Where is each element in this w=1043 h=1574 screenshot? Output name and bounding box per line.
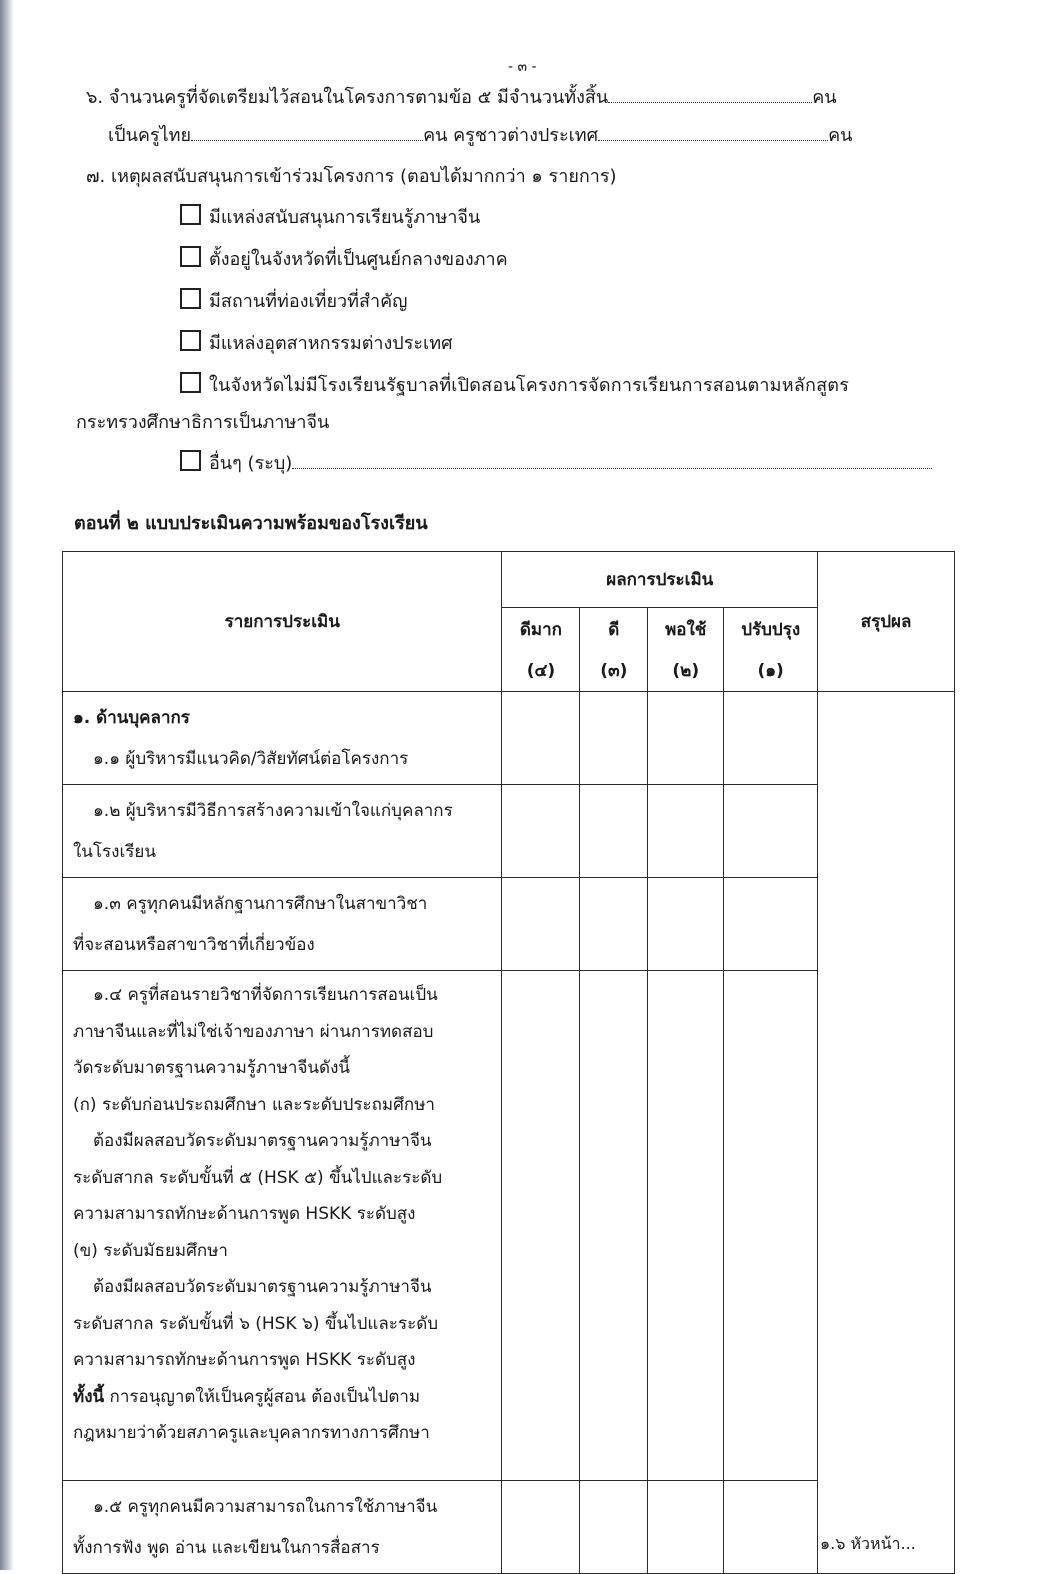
score-cell[interactable] [580,1481,648,1574]
q6-unit-1: คน [812,87,837,108]
score-cell[interactable] [648,1481,724,1574]
evaluation-table [62,551,955,1574]
score-cell[interactable] [580,785,648,878]
page-binding-shadow [0,0,14,1570]
score-cell[interactable] [502,1481,580,1574]
continuation-note: ๑.๖ หัวหน้า... [820,1534,916,1553]
q7-option-3 [180,288,408,315]
checkbox[interactable] [180,372,201,393]
header-evaluation-item: รายการประเมิน [63,552,502,692]
q7-option-label: ตั้งอยู่ในจังหวัดที่เป็นศูนย์กลางของภาค [209,249,508,270]
q6-line-1 [86,84,837,111]
q7-option-label: มีแหล่งอุตสาหกรรมต่างประเทศ [209,333,453,354]
q6-thai-teacher-label: เป็นครูไทย [108,125,192,146]
q6-foreign-teacher-label: คน ครูชาวต่างประเทศ [423,125,599,146]
item-1-1: ๑. ด้านบุคลากร ๑.๑ ผู้บริหารมีแนวคิด/วิสัยทัศน์ต่อโครงการ [63,692,502,785]
q6-text: ๖. จำนวนครูที่จัดเตรียมไว้สอนในโครงการตามข้อ ๕ มีจำนวนทั้งสิ้น [86,87,609,108]
section-2-title: ตอนที่ ๒ แบบประเมินความพร้อมของโรงเรียน [74,513,428,534]
score-cell[interactable] [648,692,724,785]
item-1-2: ๑.๒ ผู้บริหารมีวิธีการสร้างความเข้าใจแก่บุคลากร ในโรงเรียน [63,785,502,878]
q6-foreign-teacher-blank[interactable] [598,122,828,141]
score-cell[interactable] [724,785,818,878]
q7-option-5 [180,372,849,399]
score-cell[interactable] [580,878,648,971]
score-cell[interactable] [502,971,580,1481]
q6-unit-3: คน [828,125,853,146]
score-cell[interactable] [580,971,648,1481]
score-cell[interactable] [724,1481,818,1574]
checkbox[interactable] [180,450,201,471]
checkbox[interactable] [180,288,201,309]
score-cell[interactable] [648,785,724,878]
q6-thai-teacher-blank[interactable] [191,122,423,141]
q7-option-other [180,450,932,477]
q7-other-label: อื่นๆ (ระบุ) [209,453,293,474]
item-1-3: ๑.๓ ครูทุกคนมีหลักฐานการศึกษาในสาขาวิชา ที่จะสอนหรือสาขาวิชาที่เกี่ยวข้อง [63,878,502,971]
score-cell[interactable] [648,878,724,971]
score-cell[interactable] [502,692,580,785]
score-cell[interactable] [580,692,648,785]
table-row [63,692,955,785]
score-cell[interactable] [648,971,724,1481]
header-evaluation-result: ผลการประเมิน [502,552,818,608]
score-cell[interactable] [724,971,818,1481]
q7-title: ๗. เหตุผลสนับสนุนการเข้าร่วมโครงการ (ตอบได้มากกว่า ๑ รายการ) [86,166,617,187]
header-summary: สรุปผล [818,552,955,692]
q7-other-blank[interactable] [292,450,932,469]
summary-cell[interactable] [818,692,955,1574]
score-cell[interactable] [502,785,580,878]
page-number: - ๓ - [508,59,537,75]
q7-option-1 [180,204,480,231]
checkbox[interactable] [180,204,201,225]
q7-option-2 [180,246,508,273]
score-cell[interactable] [724,692,818,785]
q6-line-2 [108,122,852,149]
header-level-very-good: ดีมาก (๔) [502,608,580,692]
item-1-4: ๑.๔ ครูที่สอนรายวิชาที่จัดการเรียนการสอนเป็น ภาษาจีนและที่ไม่ใช่เจ้าของภาษา ผ่านการทดสอบ วัดระดับมาตรฐานความรู้ภาษาจีนดังนี้ (ก) ระดับก่อนประถมศึกษา และระดับประถมศึกษา ต้องมีผลสอบวัดระดับมาตรฐานความรู้ภาษาจีน ระดับสากล ระดับขั้นที่ ๕ (HSK ๕) ขึ้นไปและระดับ ความสามารถทักษะด้านการพูด HSKK ระดับสูง (ข) ระดับมัธยมศึกษา ต้องมีผลสอบวัดระดับมาตรฐานความรู้ภาษาจีน ระดับสากล ระดับขั้นที่ ๖ (HSK ๖) ขึ้นไปและระดับ ความสามารถทักษะด้านการพูด HSKK ระดับสูง ทั้งนี้ การอนุญาตให้เป็นครูผู้สอน ต้องเป็นไปตาม กฎหมายว่าด้วยสภาครูและบุคลากรทางการศึกษา [63,971,502,1481]
header-level-good: ดี (๓) [580,608,648,692]
header-level-improve: ปรับปรุง (๑) [724,608,818,692]
checkbox[interactable] [180,330,201,351]
q7-option-label: มีแหล่งสนับสนุนการเรียนรู้ภาษาจีน [209,207,481,228]
q7-option-label: มีสถานที่ท่องเที่ยวที่สำคัญ [209,291,408,312]
q7-option-label: ในจังหวัดไม่มีโรงเรียนรัฐบาลที่เปิดสอนโครงการจัดการเรียนการสอนตามหลักสูตร [209,375,850,396]
q7-option-5-continuation: กระทรวงศึกษาธิการเป็นภาษาจีน [76,412,330,433]
q7-option-4 [180,330,453,357]
score-cell[interactable] [502,878,580,971]
item-1-5: ๑.๕ ครูทุกคนมีความสามารถในการใช้ภาษาจีน ทั้งการฟัง พูด อ่าน และเขียนในการสื่อสาร [63,1481,502,1574]
q6-total-blank[interactable] [608,84,812,103]
checkbox[interactable] [180,246,201,267]
header-level-fair: พอใช้ (๒) [648,608,724,692]
score-cell[interactable] [724,878,818,971]
